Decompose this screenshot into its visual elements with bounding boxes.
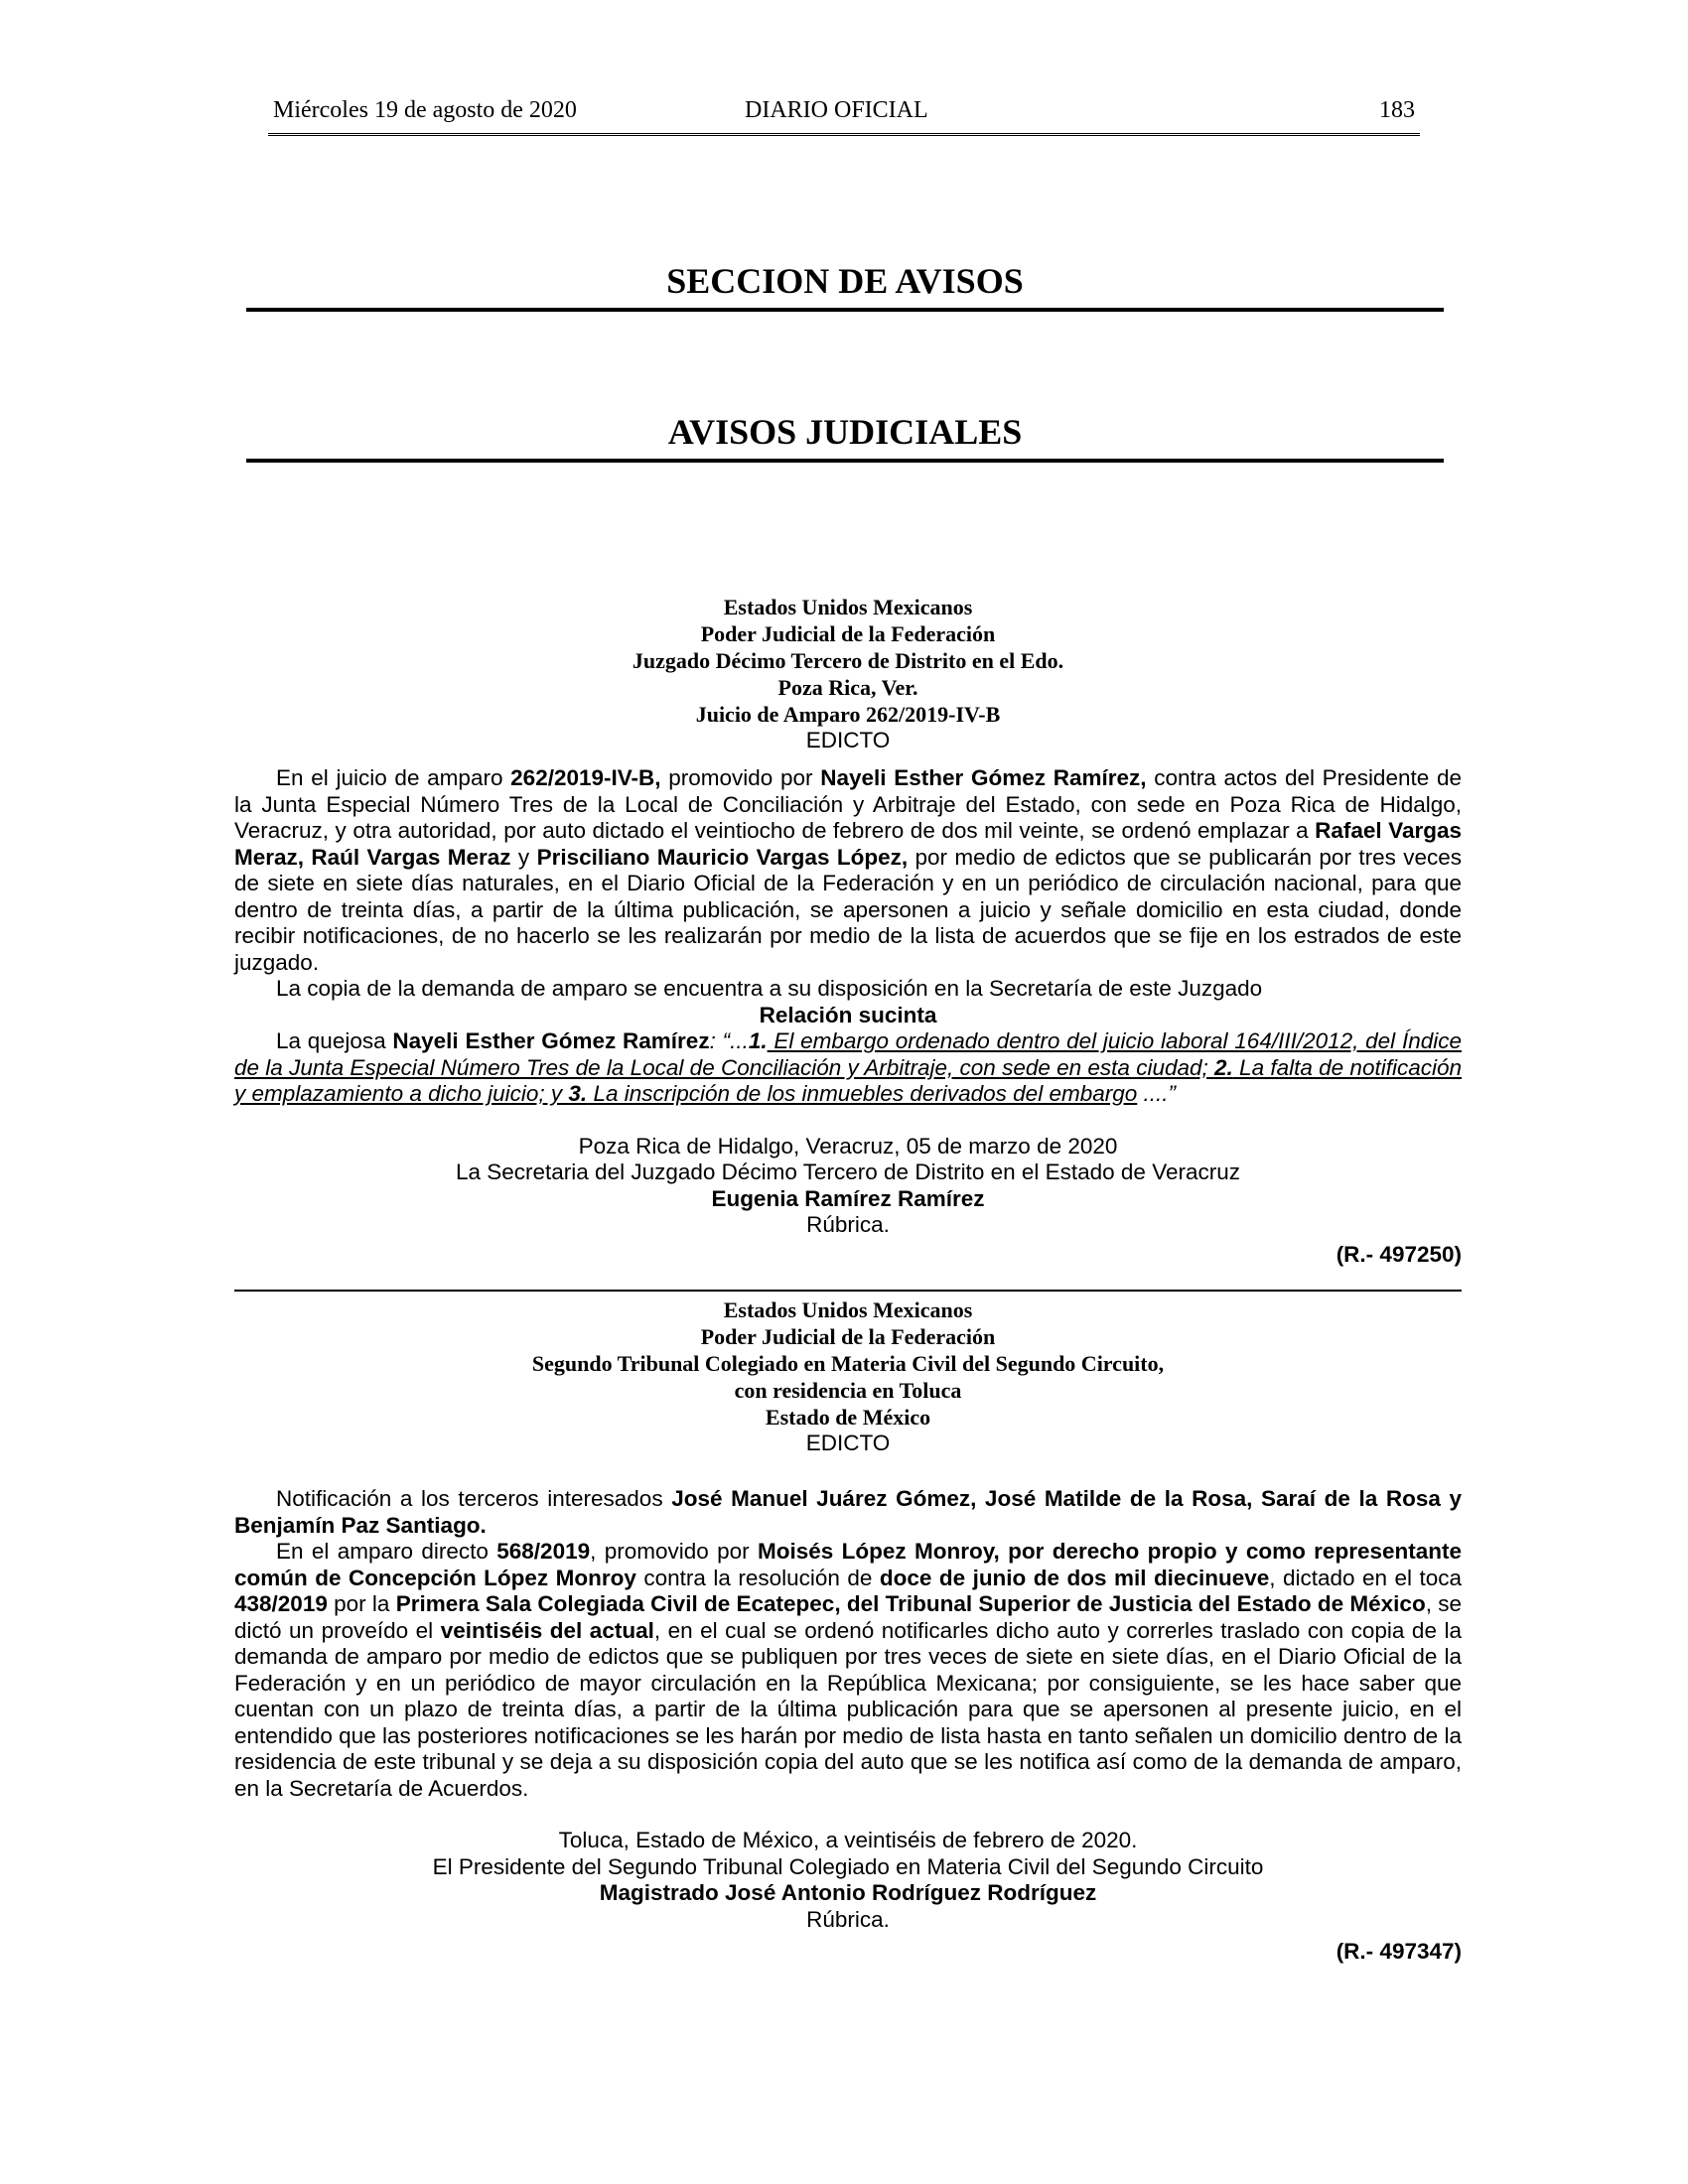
notice-2-header-line: Estados Unidos Mexicanos	[723, 1297, 973, 1322]
notice-1-paragraph-3: La quejosa Nayeli Esther Gómez Ramírez: “...1. El embargo ordenado dentro del juicio laboral 164/III/2012, del Índice de la Junta Especial Número Tres de la Local de Conciliación y Arbitraje, con sede en esta ciudad; 2. La falta de notificación y emplazamiento a dicho juicio; y 3. La inscripción de los inmuebles derivados del embargo ....”	[234, 1028, 1463, 1106]
header-page-number: 183	[1379, 97, 1415, 123]
notice-2-header-line: con residencia en Toluca	[734, 1378, 962, 1403]
spacer	[234, 1456, 1462, 1486]
notice-1-edicto-label: EDICTO	[805, 728, 891, 752]
header-publication: DIARIO OFICIAL	[745, 97, 928, 123]
header-date: Miércoles 19 de agosto de 2020	[273, 97, 577, 123]
notice-2-header-line: Segundo Tribunal Colegiado en Materia Civil del Segundo Circuito,	[531, 1351, 1165, 1376]
subsection-title: AVISOS JUDICIALES	[667, 412, 1023, 452]
notice-2-rubrica: Rúbrica.	[806, 1906, 890, 1932]
notice-1-signer-name: Eugenia Ramírez Ramírez	[711, 1185, 985, 1211]
notice-1-rubrica: Rúbrica.	[806, 1212, 890, 1237]
notice-2-place-date: Toluca, Estado de México, a veintiséis de febrero de 2020.	[558, 1828, 1138, 1852]
notice-1-header	[234, 594, 1462, 753]
notice-1-paragraph-2: La copia de la demanda de amparo se encuentra a su disposición en la Secretaría de este Juzgado	[276, 976, 1263, 1001]
notice-separator	[234, 1290, 1462, 1292]
notice-2-header-line: Estado de México	[765, 1405, 931, 1430]
section-rule	[246, 308, 1444, 312]
notice-1-header-line: Juzgado Décimo Tercero de Distrito en el Edo.	[632, 648, 1064, 673]
notice-1-relacion-title: Relación sucinta	[759, 1002, 937, 1027]
notice-2-signer-role: El Presidente del Segundo Tribunal Colegiado en Materia Civil del Segundo Circuito	[432, 1853, 1264, 1879]
notice-2-edicto-label: EDICTO	[805, 1431, 891, 1455]
spacer	[234, 1108, 1462, 1134]
notice-2-paragraph-2: En el amparo directo 568/2019, promovido por Moisés López Monroy, por derecho propio y como representante común de Concepción López Monroy contra la resolución de doce de junio de dos mil diecinueve, dictado en el toca 438/2019 por la Primera Sala Colegiada Civil de Ecatepec, del Tribunal Superior de Justicia del Estado de México, se dictó un proveído el veintiséis del actual, en el cual se ordenó notificarles dicho auto y correrles traslado con copia de la demanda de amparo por medio de edictos que se publiquen por tres veces de siete en siete días, en el Diario Oficial de la Federación y en un periódico de mayor circulación en la República Mexicana; por consiguiente, se les hace saber que cuentan con un plazo de treinta días, a partir de la última publicación para que se apersonen al presente juicio, en el entendido que las posteriores notificaciones se les harán por medio de lista hasta en tanto señalen un domicilio dentro de la residencia de este tribunal y se deja a su disposición copia del auto que se les notifica así como de la demanda de amparo, en la Secretaría de Acuerdos.	[234, 1539, 1462, 1801]
notice-2	[234, 1297, 1462, 1966]
spacer	[234, 1802, 1462, 1828]
notice-2-reference: (R.- 497347)	[1336, 1939, 1462, 1964]
notice-1-signer-role: La Secretaria del Juzgado Décimo Tercero de Distrito en el Estado de Veracruz	[455, 1160, 1240, 1184]
notice-1-header-line: Estados Unidos Mexicanos	[723, 595, 973, 619]
section-title: SECCION DE AVISOS	[666, 261, 1024, 301]
notice-1-header-line: Poza Rica, Ver.	[777, 675, 918, 700]
notice-2-header	[234, 1297, 1462, 1456]
notice-1-place-date: Poza Rica de Hidalgo, Veracruz, 05 de marzo de 2020	[578, 1133, 1118, 1159]
notice-1-header-line: Poder Judicial de la Federación	[700, 621, 996, 646]
notice-2-paragraph-1: Notificación a los terceros interesados José Manuel Juárez Gómez, José Matilde de la Rosa, Saraí de la Rosa y Benjamín Paz Santiago.	[234, 1486, 1463, 1538]
notice-1	[234, 594, 1462, 1268]
subsection-rule	[246, 459, 1444, 463]
notice-2-header-line: Poder Judicial de la Federación	[700, 1324, 996, 1349]
notice-1-header-line: Juicio de Amparo 262/2019-IV-B	[695, 702, 1001, 727]
notice-1-paragraph-1: En el juicio de amparo 262/2019-IV-B, promovido por Nayeli Esther Gómez Ramírez, contra actos del Presidente de la Junta Especial Número Tres de la Local de Conciliación y Arbitraje del Estado, con sede en Poza Rica de Hidalgo, Veracruz, y otra autoridad, por auto dictado el veintiocho de febrero de dos mil veinte, se ordenó emplazar a Rafael Vargas Meraz, Raúl Vargas Meraz y Prisciliano Mauricio Vargas López, por medio de edictos que se publicarán por tres veces de siete en siete días naturales, en el Diario Oficial de la Federación y en un periódico de circulación nacional, para que dentro de treinta días, a partir de la última publicación, se apersonen a juicio y señale domicilio en esta ciudad, donde recibir notificaciones, de no hacerlo se les realizarán por medio de la lista de acuerdos que se fije en los estrados de este juzgado.	[234, 765, 1462, 975]
notice-2-signer-name: Magistrado José Antonio Rodríguez Rodríguez	[599, 1880, 1097, 1905]
notice-1-reference: (R.- 497250)	[1336, 1241, 1462, 1267]
running-header	[268, 95, 1420, 136]
